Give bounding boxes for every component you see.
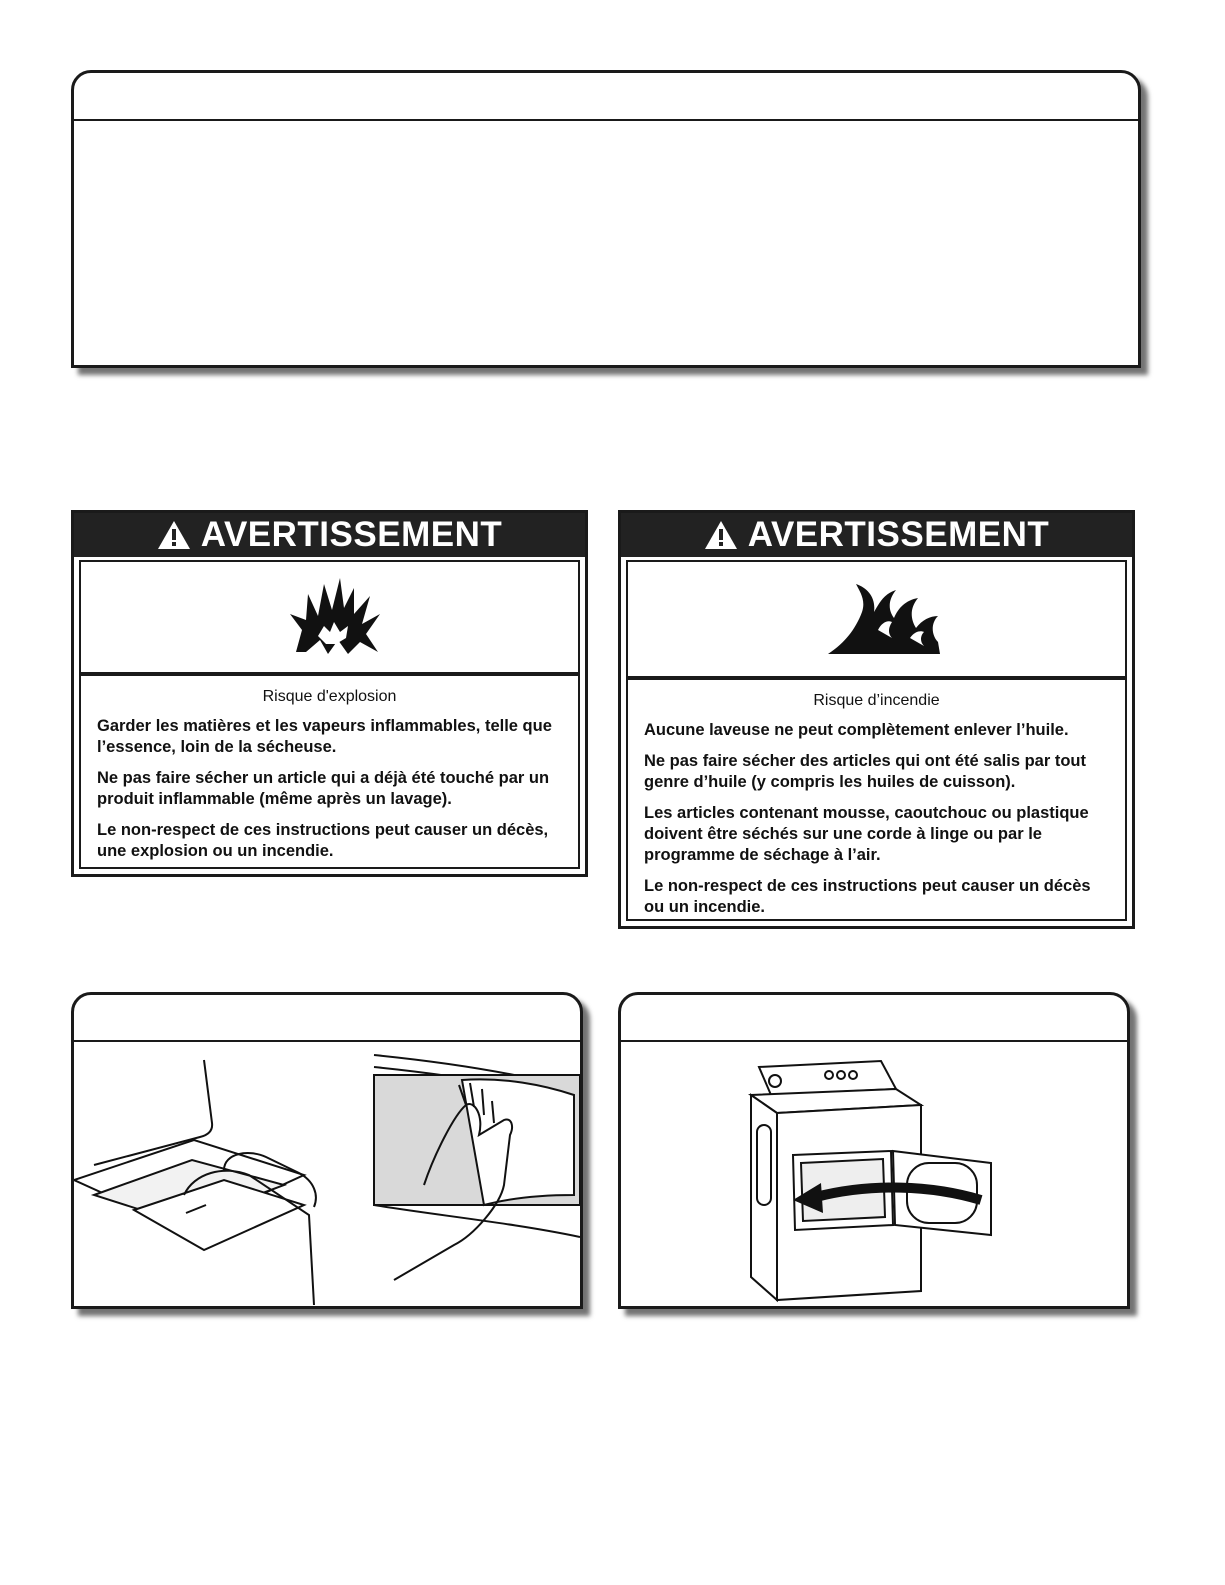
top-info-panel — [71, 70, 1141, 368]
warning-paragraph: Garder les matières et les vapeurs inflammables, telle que l’essence, loin de la sécheuse. — [97, 717, 552, 756]
warning-header — [621, 513, 1132, 557]
warning-paragraph: Ne pas faire sécher des articles qui ont été salis par tout genre d’huile (y compris les huiles de cuisson). — [644, 752, 1086, 791]
warning-symbol-area — [79, 560, 580, 674]
fire-icon — [826, 572, 946, 656]
warning-triangle-icon — [704, 520, 738, 550]
warning-paragraph: Les articles contenant mousse, caoutchouc ou plastique doivent être séchés sur une corde à linge ou par le programme de séchage à l’air. — [644, 804, 1089, 864]
dryer-door-panel — [618, 992, 1130, 1309]
explosion-icon — [288, 574, 384, 654]
warning-symbol-area — [626, 560, 1127, 678]
warning-paragraph: Le non-respect de ces instructions peut causer un décès, une explosion ou un incendie. — [97, 821, 549, 860]
warning-paragraph: Aucune laveuse ne peut complètement enlever l’huile. — [644, 721, 1069, 739]
warning-header-label: AVERTISSEMENT — [747, 515, 1050, 554]
warning-text-area — [626, 678, 1127, 921]
warning-paragraph: Le non-respect de ces instructions peut causer un décès ou un incendie. — [644, 877, 1091, 916]
warning-header-label: AVERTISSEMENT — [200, 515, 503, 554]
warning-triangle-icon — [157, 520, 191, 550]
panel-tab-divider — [74, 1040, 580, 1042]
dryer-illustration — [731, 1055, 1021, 1305]
warning-subtitle: Risque d'explosion — [262, 688, 397, 705]
panel-tab-divider — [621, 1040, 1127, 1042]
fire-warning-box — [618, 510, 1135, 929]
explosion-warning-box — [71, 510, 588, 877]
panel-tab-divider — [74, 119, 1138, 121]
warning-text-area — [79, 674, 580, 869]
warning-header — [74, 513, 585, 557]
lint-screen-illustration — [74, 1045, 580, 1305]
warning-subtitle: Risque d’incendie — [813, 692, 940, 709]
warning-paragraph: Ne pas faire sécher un article qui a déjà été touché par un produit inflammable (même après un lavage). — [97, 769, 550, 808]
lint-screen-cleaning-panel — [71, 992, 583, 1309]
